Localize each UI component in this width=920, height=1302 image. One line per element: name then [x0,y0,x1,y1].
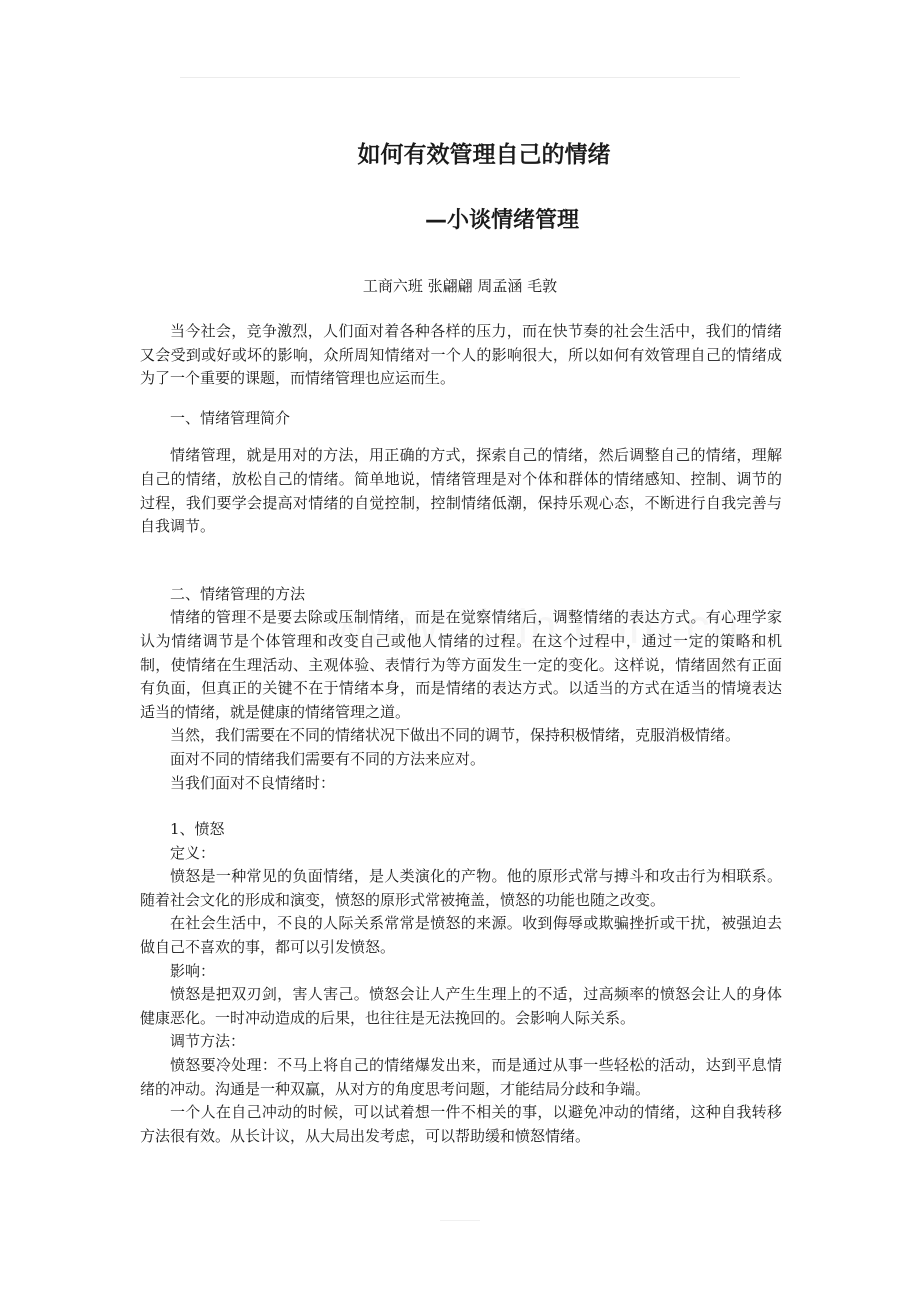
intro-paragraph: 当今社会，竞争激烈，人们面对着各种各样的压力，而在快节奏的社会生活中，我们的情绪又会受到或好或坏的影响，众所周知情绪对一个人的影响很大，所以如何有效管理自己的情绪成为了一个重要的课题，而情绪管理也应运而生。 [140,322,782,388]
document-body [140,320,782,1148]
section-heading-intro: 一、情绪管理简介 [170,408,291,427]
label-definition: 定义： [170,843,216,862]
paragraph: 当我们面对不良情绪时： [170,773,336,792]
section-heading-methods: 二、情绪管理的方法 [170,584,306,603]
paragraph: 愤怒要冷处理：不马上将自己的情绪爆发出来，而是通过从事一些轻松的活动，达到平息情绪的冲动。沟通是一种双赢，从对方的角度思考问题，才能结局分歧和争端。 [140,1056,782,1098]
document-title: 如何有效管理自己的情绪 [357,142,611,168]
paragraph: 在社会生活中，不良的人际关系常常是愤怒的来源。收到侮辱或欺骗挫折或干扰，被强迫去做自己不喜欢的事，都可以引发愤怒。 [140,914,782,957]
paragraph: 一个人在自己冲动的时候，可以试着想一件不相关的事，以避免冲动的情绪，这种自我转移方法很有效。从长计议，从大局出发考虑，可以帮助缓和愤怒情绪。 [140,1103,782,1145]
label-impact: 影响： [170,961,216,980]
paragraph: 情绪管理，就是用对的方法，用正确的方式，探索自己的情绪，然后调整自己的情绪，理解自己的情绪，放松自己的情绪。简单地说，情绪管理是对个体和群体的情绪感知、控制、调节的过程，我们要学会提高对情绪的自觉控制，控制情绪低潮，保持乐观心态，不断进行自我完善与自我调节。 [140,446,782,536]
paragraph: 当然，我们需要在不同的情绪状况下做出不同的调节，保持积极情绪，克服消极情绪。 [170,726,741,745]
paragraph: 情绪的管理不是要去除或压制情绪，而是在觉察情绪后，调整情绪的表达方式。有心理学家认为情绪调节是个体管理和改变自己或他人情绪的过程。在这个过程中，通过一定的策略和机制，使情绪在生理活动、主观体验、表情行为等方面发生一定的变化。这样说，情绪固然有正面有负面，但真正的关键不在于情绪本身，而是情绪的表达方式。以适当的方式在适当的情境表达适当的情绪，就是健康的情绪管理之道。 [140,608,782,721]
document-authors: 工商六班 张翩翩 周孟涵 毛敦 [362,277,558,295]
footer-rule [440,1220,480,1221]
subsection-heading-anger: 1、愤怒 [170,820,225,839]
paragraph: 愤怒是一种常见的负面情绪，是人类演化的产物。他的原形式常与搏斗和攻击行为相联系。随着社会文化的形成和演变，愤怒的原形式常被掩盖，愤怒的功能也随之改变。 [140,867,782,909]
label-adjustment: 调节方法： [170,1032,246,1051]
paragraph: 愤怒是把双刃剑，害人害己。愤怒会让人产生生理上的不适，过高频率的愤怒会让人的身体健康恶化。一时冲动造成的后果，也往往是无法挽回的。会影响人际关系。 [140,985,782,1027]
header-rule [180,77,740,78]
paragraph: 面对不同的情绪我们需要有不同的方法来应对。 [170,749,486,768]
document-subtitle: —小谈情绪管理 [425,208,580,233]
